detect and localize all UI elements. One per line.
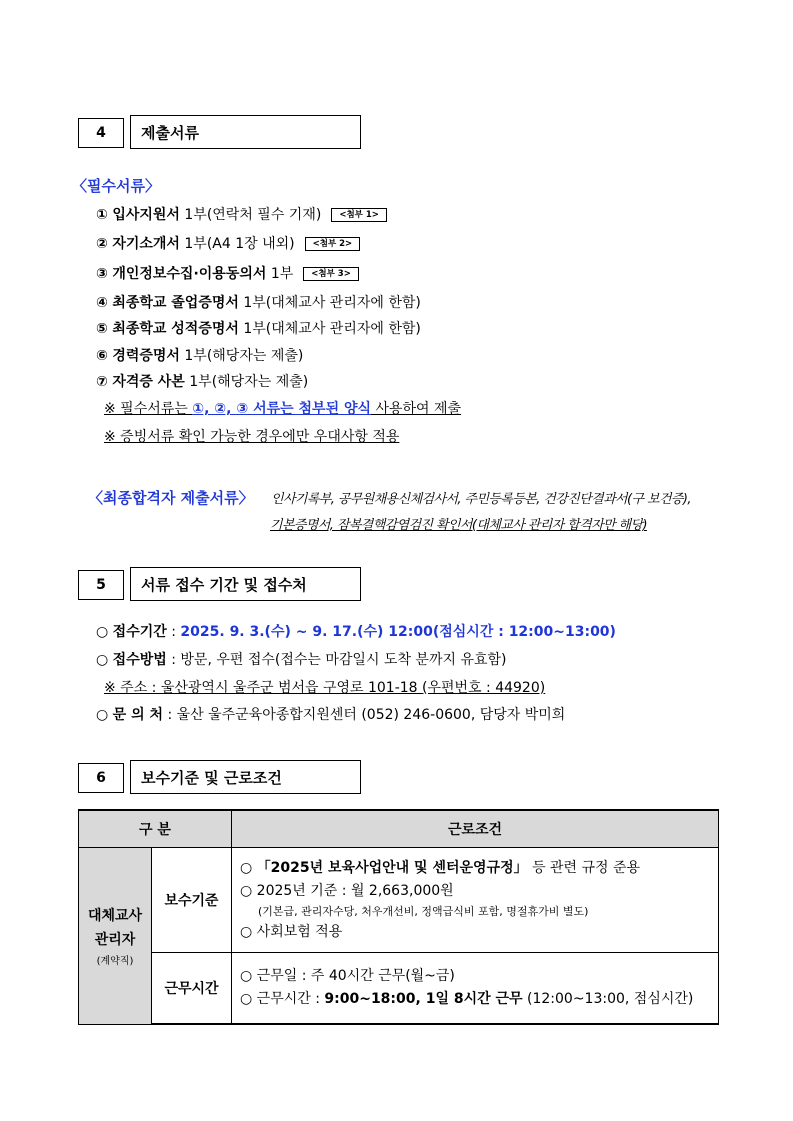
required-item xyxy=(96,345,303,365)
item-desc: 1부(대체교사 관리자에 한함) xyxy=(243,295,421,311)
attachment-tag: <첨부 1> xyxy=(331,208,387,222)
item-name: 개인정보수집·이용동의서 xyxy=(112,266,267,282)
pay-line-2: ○ 2025년 기준 : 월 2,663,000원 xyxy=(240,882,454,899)
circle-bullet: ○ xyxy=(96,652,113,668)
role-line-2: 관리자 xyxy=(94,932,136,949)
header-conditions: 근로조건 xyxy=(232,810,719,848)
contact-value: 울산 울주군육아종합지원센터 (052) 246-0600, 담당자 박미희 xyxy=(176,707,566,723)
reception-contact: ○ 문 의 처 : 울산 울주군육아종합지원센터 (052) 246-0600, 담당자 박미희 xyxy=(96,707,566,723)
required-item xyxy=(96,233,360,253)
item-name: 입사지원서 xyxy=(112,207,180,223)
required-item xyxy=(96,263,359,283)
time-line-1: ○ 근무일 : 주 40시간 근무(월~금) xyxy=(240,968,455,984)
time-line-2: ○ 근무시간 : 9:00~18:00, 1일 8시간 근무 (12:00~13:00, 점심시간) xyxy=(240,991,694,1007)
reception-address: ※ 주소 : 울산광역시 울주군 범서읍 구영로 101-18 (우편번호 : 44920) xyxy=(104,680,546,696)
time-l1: 근무일 : 주 40시간 근무(월~금) xyxy=(256,968,455,984)
item-name: 경력증명서 xyxy=(112,348,180,364)
required-note-2: ※ 증빙서류 확인 가능한 경우에만 우대사항 적용 xyxy=(104,429,400,445)
attachment-tag: <첨부 3> xyxy=(303,267,359,281)
pay-line-4: ○ 사회보험 적용 xyxy=(240,923,343,940)
required-heading: 〈필수서류〉 xyxy=(72,177,160,195)
pay-line-1: ○ 「2025년 보육사업안내 및 센터운영규정」 등 관련 규정 준용 xyxy=(240,859,641,876)
pay-label: 보수기준 xyxy=(152,848,232,953)
pay-conditions xyxy=(232,848,719,953)
final-line-1: 인사기록부, 공무원채용신체검사서, 주민등록등본, 건강진단결과서(구 보건증), xyxy=(271,492,691,507)
section-4-number: 4 xyxy=(78,118,124,148)
item-name: 최종학교 성적증명서 xyxy=(112,321,239,337)
method-label: 접수방법 xyxy=(112,652,167,668)
role-cell xyxy=(79,848,152,1025)
attachment-tag: <첨부 2> xyxy=(305,237,361,251)
section-5-title: 서류 접수 기간 및 접수처 xyxy=(130,567,361,601)
role-type: (계약직) xyxy=(96,956,134,968)
item-mark: ⑦ xyxy=(96,374,108,390)
section-5-number: 5 xyxy=(78,570,124,600)
item-desc: 1부 xyxy=(270,266,294,282)
time-conditions xyxy=(232,953,719,1025)
item-mark: ① xyxy=(96,207,108,223)
table-row-pay xyxy=(79,848,719,953)
item-desc: 1부(A4 1장 내외) xyxy=(184,236,295,252)
pay-l1-bold: 「2025년 보육사업안내 및 센터운영규정」 xyxy=(256,859,528,876)
period-value: 2025. 9. 3.(수) ~ 9. 17.(수) 12:00(점심시간 : 12:00~13:00) xyxy=(180,624,616,640)
final-line-2: 기본증명서, 잠복결핵감염검진 확인서(대체교사 관리자 합격자만 해당) xyxy=(270,518,647,533)
item-mark: ④ xyxy=(96,295,108,311)
pay-line-3: (기본급, 관리자수당, 처우개선비, 정액급식비 포함, 명절휴가비 별도) xyxy=(258,904,589,918)
reception-method: ○ 접수방법 : 방문, 우편 접수(접수는 마감일시 도착 분까지 유효함) xyxy=(96,652,507,668)
required-item xyxy=(96,371,308,391)
item-mark: ⑥ xyxy=(96,348,108,364)
section-6-title: 보수기준 및 근로조건 xyxy=(130,760,361,794)
required-item xyxy=(96,318,421,338)
time-l2-bold: 9:00~18:00, 1일 8시간 근무 xyxy=(324,991,523,1007)
item-name: 최종학교 졸업증명서 xyxy=(112,295,239,311)
table-header-row xyxy=(79,810,719,848)
time-l2-rest: (12:00~13:00, 점심시간) xyxy=(527,991,694,1007)
item-desc: 1부(해당자는 제출) xyxy=(189,374,309,390)
section-4-title: 제출서류 xyxy=(130,115,361,149)
period-label: 접수기간 xyxy=(112,624,167,640)
item-mark: ② xyxy=(96,236,108,252)
note-1-c: 사용하여 제출 xyxy=(371,401,462,417)
item-desc: 1부(연락처 필수 기재) xyxy=(184,207,322,223)
pay-l2: 2025년 기준 : 월 2,663,000원 xyxy=(256,882,454,899)
pay-l1-rest: 등 관련 규정 준용 xyxy=(532,859,641,876)
table-row-time xyxy=(79,953,719,1025)
section-6-number: 6 xyxy=(78,763,124,793)
required-item xyxy=(96,292,421,312)
item-mark: ⑤ xyxy=(96,321,108,337)
contact-label: 문 의 처 xyxy=(112,707,163,723)
time-label: 근무시간 xyxy=(152,953,232,1025)
final-heading: 〈최종합격자 제출서류〉 xyxy=(88,489,254,507)
item-mark: ③ xyxy=(96,266,108,282)
required-note-1 xyxy=(104,398,461,418)
item-desc: 1부(해당자는 제출) xyxy=(184,348,304,364)
required-item xyxy=(96,204,387,224)
header-category: 구 분 xyxy=(79,810,232,848)
item-desc: 1부(대체교사 관리자에 한함) xyxy=(243,321,421,337)
circle-bullet: ○ xyxy=(96,624,113,640)
time-l2-a: 근무시간 : xyxy=(256,991,325,1007)
item-name: 자격증 사본 xyxy=(112,374,185,390)
method-value: 방문, 우편 접수(접수는 마감일시 도착 분까지 유효함) xyxy=(180,652,507,668)
circle-bullet: ○ xyxy=(96,707,113,723)
note-1-b: ①, ②, ③ 서류는 첨부된 양식 xyxy=(192,401,372,417)
role-line-1: 대체교사 xyxy=(87,908,143,925)
item-name: 자기소개서 xyxy=(112,236,180,252)
reception-period: ○ 접수기간 : 2025. 9. 3.(수) ~ 9. 17.(수) 12:00(점심시간 : 12:00~13:00) xyxy=(96,624,616,640)
note-1-a: ※ 필수서류는 xyxy=(104,401,193,417)
conditions-table xyxy=(78,809,719,1025)
pay-l4: 사회보험 적용 xyxy=(256,923,343,940)
